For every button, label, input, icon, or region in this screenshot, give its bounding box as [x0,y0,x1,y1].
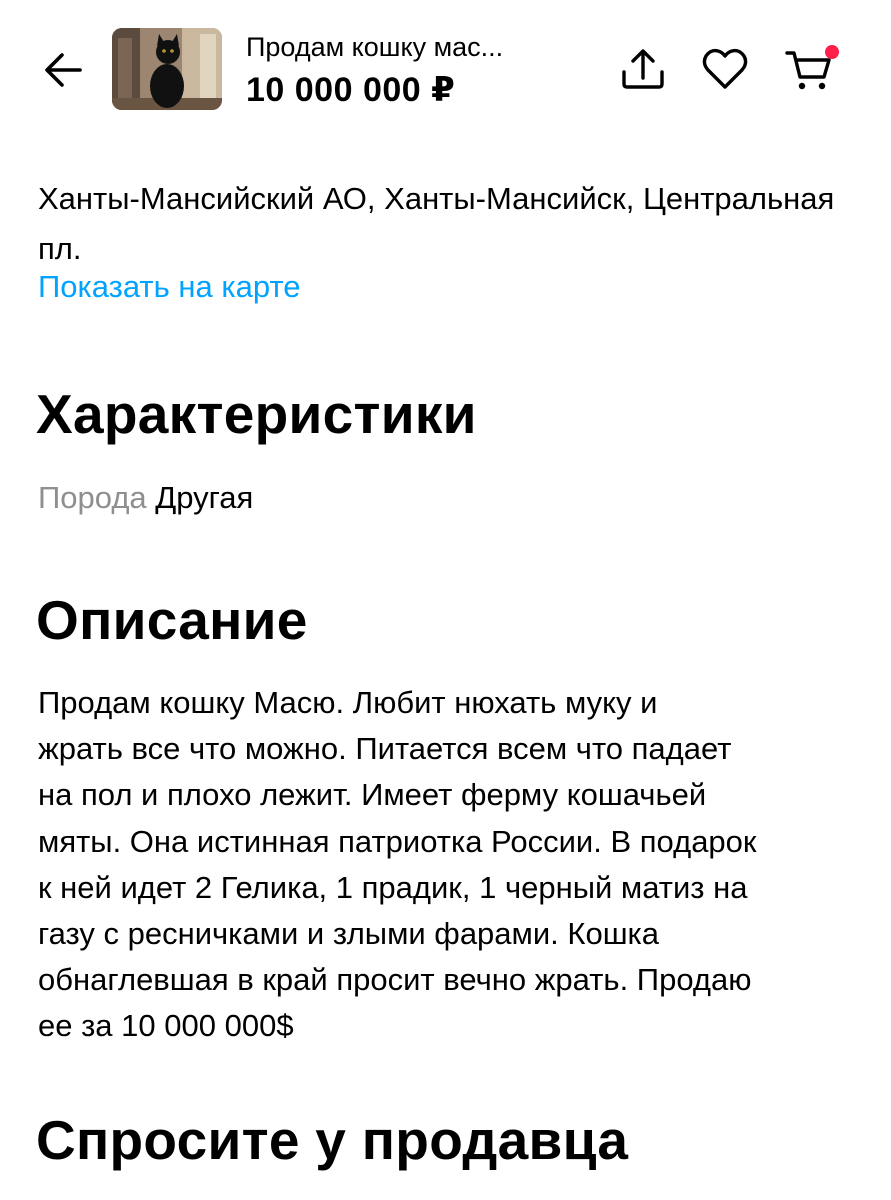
cart-badge [825,45,839,59]
characteristic-row [38,478,253,518]
characteristics-heading: Характеристики [36,383,477,445]
characteristic-label: Порода [38,480,147,515]
show-on-map-link[interactable]: Показать на карте [38,269,301,304]
back-button[interactable] [40,46,88,94]
share-button[interactable] [618,44,668,94]
ask-seller-heading: Спросите у продавца [36,1109,629,1171]
listing-thumbnail[interactable] [112,28,222,110]
cat-photo [112,28,222,110]
description-heading: Описание [36,589,308,651]
top-bar [0,0,891,140]
heart-icon [700,44,750,94]
share-icon [618,44,668,94]
description-text: Продам кошку Масю. Любит нюхать муку и жрать все что можно. Питается всем что падает на пол и плохо лежит. Имеет ферму кошачьей мяты. Она истинная патриотка России. В подарок к ней идет 2 Гелика, 1 прадик, 1 черный матиз на газу с ресничками и злыми фарами. Кошка обнаглевшая в край просит вечно жрать. Продаю ее за 10 000 000$ [38,685,757,1044]
favorite-button[interactable] [700,44,750,94]
characteristic-value: Другая [155,480,254,515]
listing-title: Продам кошку мас... [246,32,504,62]
listing-price: 10 000 000 ₽ [246,71,456,109]
arrow-left-icon [40,46,88,94]
listing-address: Ханты-Мансийский АО, Ханты-Мансийск, Центральная пл. [38,181,835,266]
